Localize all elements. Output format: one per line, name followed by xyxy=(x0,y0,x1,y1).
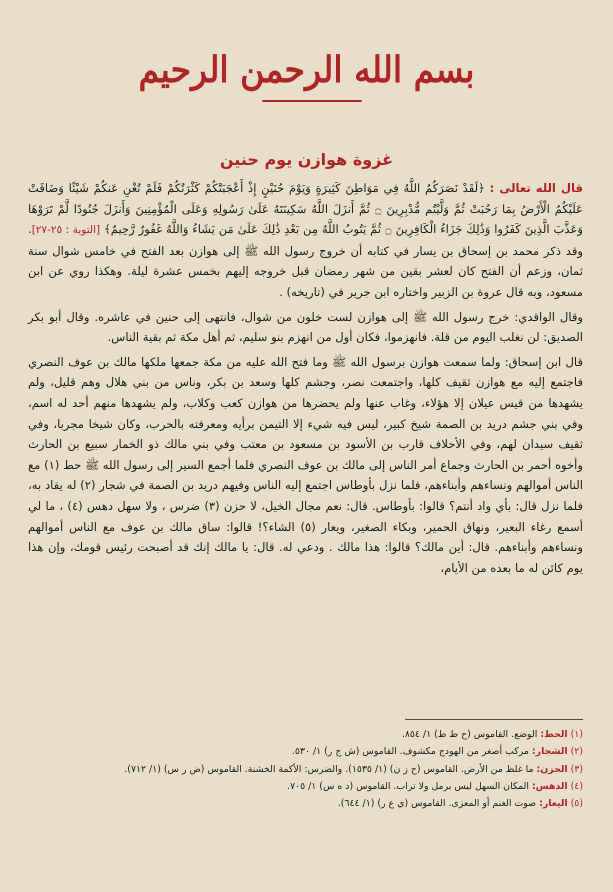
footnote xyxy=(28,726,583,743)
footnote-number: (٥) xyxy=(570,798,583,810)
paragraph-waqidi: وقال الواقدي: خرج رسول الله ﷺ إلى هوازن لست خلون من شوال، فانتهى إلى حنين في عاشره. وقال أبو بكر الصديق: لن نغلب اليوم من قلة. فانهزموا، فكان أول من انهزم بنو سليم، ثم أهل مكة ثم بقية الناس. xyxy=(28,309,583,345)
footnote xyxy=(28,795,583,812)
footnote-term: الحزن: xyxy=(536,763,568,775)
footnote-number: (٣) xyxy=(570,763,583,775)
footnote-number: (٤) xyxy=(570,780,583,792)
chapter-title: غزوة هوازن يوم حنين xyxy=(219,150,394,169)
footnote-term: الحط: xyxy=(540,729,568,740)
paragraph-ibn-ishaq: قال ابن إسحاق: ولما سمعت هوازن برسول الله ﷺ وما فتح الله عليه من مكة جمعها ملكها مالك بن عوف النصري فاجتمع إليه مع هوازن ثقيف كلها، واجتمعت نصر، وجشم كلها وسعد بن بكر، وناس من بني هلال وهم قليل، ولم يشهدها من قيس عيلان إلا هؤلاء، وغاب عنها ولم يحضرها من هوازن كعب وكلاب، ولم يشهدها منهم أحد له اسم، وفي بني جشم دريد بن الصمة شيخ كبير، ليس فيه شيء إلا التيمن برأيه ومعرفته بالحرب، وكان شيخا مجربا، وفي ثقيف سيدان لهم، وفي الأحلاف قارب بن الأسود بن مسعود بن معتب وفي بني مالك ذو الخمار سبيع بن الحارث وأخوه أحمر بن الحارث وجماع أمر الناس إلى مالك بن عوف النصري فلما أجمع السير إلى رسول الله ﷺ حط (١) مع الناس أموالهم ونساءهم وأبناءهم، فلما نزل بأوطاس اجتمع إليه الناس وفيهم دريد بن الصمة في شجار (٢) له يقاد به، فلما نزل قال: بأي واد أنتم؟ قالوا: بأوطاس. قال: نعم مجال الخيل، لا حزن (٣) ضرس ، ولا سهل دهس (٤) ، ما لي أسمع رغاء البعير، ونهاق الحمير، وبكاء الصغير، ويعار (٥) الشاء؟! قالوا: ساق مالك بن عوف مع الناس أموالهم ونساءهم وأبناءهم. قال: أين مالك؟ قالوا: هذا مالك . ودعي له. قال: يا مالك إنك قد أصبحت رئيس قومك، وإن هذا يوم كائن له ما بعده من الأيام، xyxy=(28,354,583,575)
footnote xyxy=(28,778,583,795)
footnote-number: (٢) xyxy=(570,746,583,758)
footnote-text: المكان السهل ليس برمل ولا تراب. القاموس (د ه س) ١/ ٧٠٥. xyxy=(287,780,529,792)
footnote-number: (١) xyxy=(570,729,583,740)
footnotes xyxy=(28,726,583,812)
body-text xyxy=(28,178,583,578)
footnote xyxy=(28,743,583,760)
footnote-text: ما غلظ من الأرض. القاموس (ح ز ن) (١/ ١٥٣٥). والضرس: الأكمة الخشنة. القاموس (ض ر س) (١/ ٧١٢). xyxy=(124,763,534,775)
footnote-term: الشجار: xyxy=(531,746,568,758)
footnote-separator xyxy=(405,719,583,720)
paragraph-quran xyxy=(28,178,583,303)
footnote-text: الوضع. القاموس (ح ط ط) ١/ ٨٥٤. xyxy=(401,729,538,740)
footnote-text: مركب أصغر من الهودج مكشوف. القاموس (ش ج ر) ١/ ٥٣٠. xyxy=(291,746,529,758)
footnote xyxy=(28,761,583,778)
paragraph-1-rest: . وقد ذكر محمد بن إسحاق بن يسار في كتابه أن خروج رسول الله ﷺ إلى هوازن بعد الفتح في خامس شوال سنة ثمان، وزعم أن الفتح كان لعشر بقين من شهر رمضان قبل خروجه إليهم بخمس عشرة ليلة. وهكذا روي عن ابن مسعود، وبه قال عروة بن الزبير واختاره ابن جرير في (تاريخه) . xyxy=(28,222,583,299)
footnote-text: صوت الغنم أو المعزى. القاموس (ي ع ر) (١/ ٦٤٤). xyxy=(337,798,537,810)
basmala-underline xyxy=(262,100,362,102)
quran-label: قال الله تعالى : xyxy=(489,181,583,195)
footnote-term: اليعار: xyxy=(539,798,568,810)
quran-reference: [التوبة : ٢٥-٢٧] xyxy=(31,224,101,237)
quran-verses: ﴿لَقَدْ نَصَرَكُمُ اللَّهُ فِي مَوَاطِنَ كَثِيرَةٍ وَيَوْمَ حُنَيْنٍ إِذْ أَعْجَبَتْكُمْ كَثْرَتُكُمْ فَلَمْ تُغْنِ عَنكُمْ شَيْئًا وَضَاقَتْ عَلَيْكُمُ الْأَرْضُ بِمَا رَحُبَتْ ثُمَّ وَلَّيْتُم مُّدْبِرِينَ ۝ ثُمَّ أَنزَلَ اللَّهُ سَكِينَتَهُ عَلَىٰ رَسُولِهِ وَعَلَى الْمُؤْمِنِينَ وَأَنزَلَ جُنُودًا لَّمْ تَرَوْهَا وَعَذَّبَ الَّذِينَ كَفَرُوا وَذَٰلِكَ جَزَاءُ الْكَافِرِينَ ۝ ثُمَّ يَتُوبُ اللَّهُ مِن بَعْدِ ذَٰلِكَ عَلَىٰ مَن يَشَاءُ وَاللَّهُ غَفُورٌ رَّحِيمٌ﴾ xyxy=(28,181,583,237)
basmala-calligraphy: بسم الله الرحمن الرحيم xyxy=(138,49,475,91)
footnote-term: الدهس: xyxy=(531,780,568,792)
